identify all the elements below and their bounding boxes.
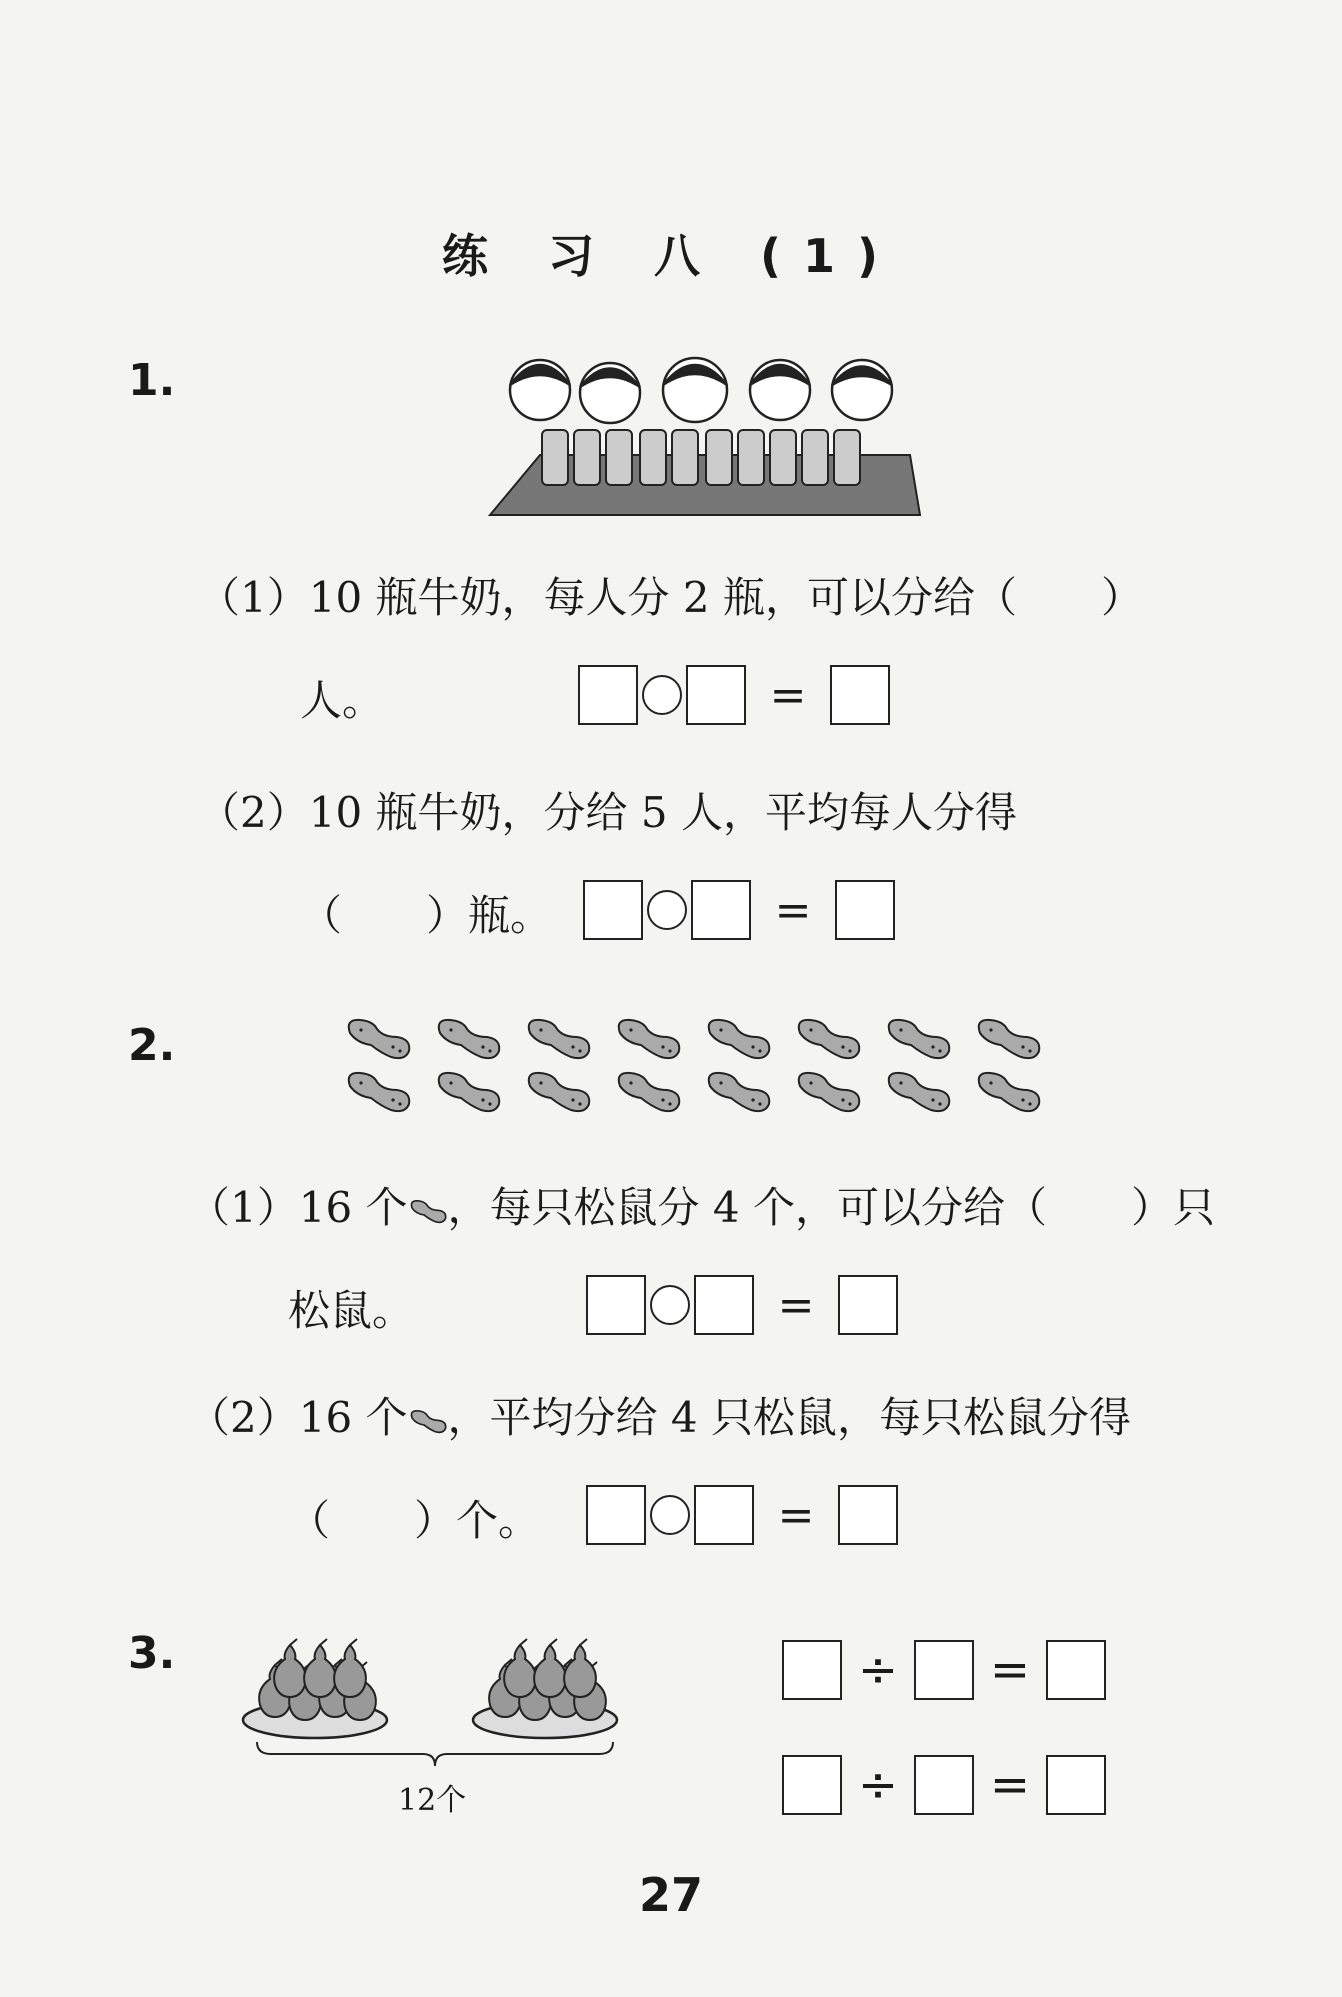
question-2-number: 2.	[128, 1020, 176, 1071]
q2-sub1-line1	[188, 1175, 1215, 1235]
answer-box[interactable]	[830, 665, 890, 725]
answer-box[interactable]	[914, 1755, 974, 1815]
answer-box[interactable]	[586, 1485, 646, 1545]
q2-sub1-line1a: （1）16 个	[188, 1183, 408, 1232]
plate-left	[243, 1639, 387, 1738]
operator-circle[interactable]	[642, 675, 682, 715]
q3-equation-2	[782, 1755, 1106, 1815]
peanut-row-2	[349, 1073, 1040, 1111]
answer-box[interactable]	[1046, 1640, 1106, 1700]
equals-sign: =	[774, 884, 812, 936]
q2-sub2-equation	[586, 1485, 898, 1545]
brace-label: 12个	[398, 1783, 467, 1818]
page-title: 练 习 八 (1)	[441, 229, 901, 283]
q2-sub1-line1b: ，每只松鼠分 4 个，可以分给（ ）只	[447, 1183, 1215, 1232]
children-milk-illustration	[470, 345, 930, 520]
answer-box[interactable]	[694, 1485, 754, 1545]
q2-sub1-equation	[586, 1275, 898, 1335]
pear-plates-illustration	[240, 1620, 630, 1760]
peanuts-illustration	[345, 1010, 1055, 1120]
q2-sub2-line1a: （2）16 个	[188, 1393, 408, 1442]
q1-sub2-line1: （2）10 瓶牛奶，分给 5 人，平均每人分得	[198, 788, 1017, 837]
equals-sign: =	[777, 1489, 815, 1541]
brace	[255, 1740, 615, 1770]
page-number: 27	[638, 1868, 703, 1922]
answer-box[interactable]	[782, 1755, 842, 1815]
peanut-icon	[408, 1408, 448, 1434]
operator-circle[interactable]	[647, 890, 687, 930]
operator-circle[interactable]	[650, 1285, 690, 1325]
divide-sign: ÷	[857, 1642, 899, 1698]
q2-sub2-line2: （ ）个。	[288, 1496, 541, 1545]
peanut-row-1	[349, 1020, 1040, 1058]
equals-sign: =	[777, 1279, 815, 1331]
q2-sub2-line1b: ，平均分给 4 只松鼠，每只松鼠分得	[447, 1393, 1131, 1442]
answer-box[interactable]	[583, 880, 643, 940]
answer-box[interactable]	[691, 880, 751, 940]
answer-box[interactable]	[694, 1275, 754, 1335]
q1-sub1-line1: （1）10 瓶牛奶，每人分 2 瓶，可以分给（ ）	[198, 573, 1143, 622]
answer-box[interactable]	[578, 665, 638, 725]
operator-circle[interactable]	[650, 1495, 690, 1535]
equals-sign: =	[989, 1642, 1031, 1698]
divide-sign: ÷	[857, 1757, 899, 1813]
q1-sub1-equation	[578, 665, 890, 725]
q2-sub1-line2: 松鼠。	[288, 1286, 415, 1335]
q1-sub1-line2: 人。	[300, 676, 385, 725]
equals-sign: =	[769, 669, 807, 721]
answer-box[interactable]	[586, 1275, 646, 1335]
q3-equation-1	[782, 1640, 1106, 1700]
answer-box[interactable]	[838, 1485, 898, 1545]
equals-sign: =	[989, 1757, 1031, 1813]
answer-box[interactable]	[914, 1640, 974, 1700]
answer-box[interactable]	[782, 1640, 842, 1700]
plate-right	[473, 1639, 617, 1738]
answer-box[interactable]	[838, 1275, 898, 1335]
answer-box[interactable]	[835, 880, 895, 940]
peanut-icon	[408, 1198, 448, 1224]
q2-sub2-line1	[188, 1385, 1131, 1445]
q1-sub2-line2: （ ）瓶。	[300, 891, 553, 940]
answer-box[interactable]	[1046, 1755, 1106, 1815]
question-1-number: 1.	[128, 355, 176, 406]
answer-box[interactable]	[686, 665, 746, 725]
q1-sub2-equation	[583, 880, 895, 940]
question-3-number: 3.	[128, 1628, 176, 1679]
